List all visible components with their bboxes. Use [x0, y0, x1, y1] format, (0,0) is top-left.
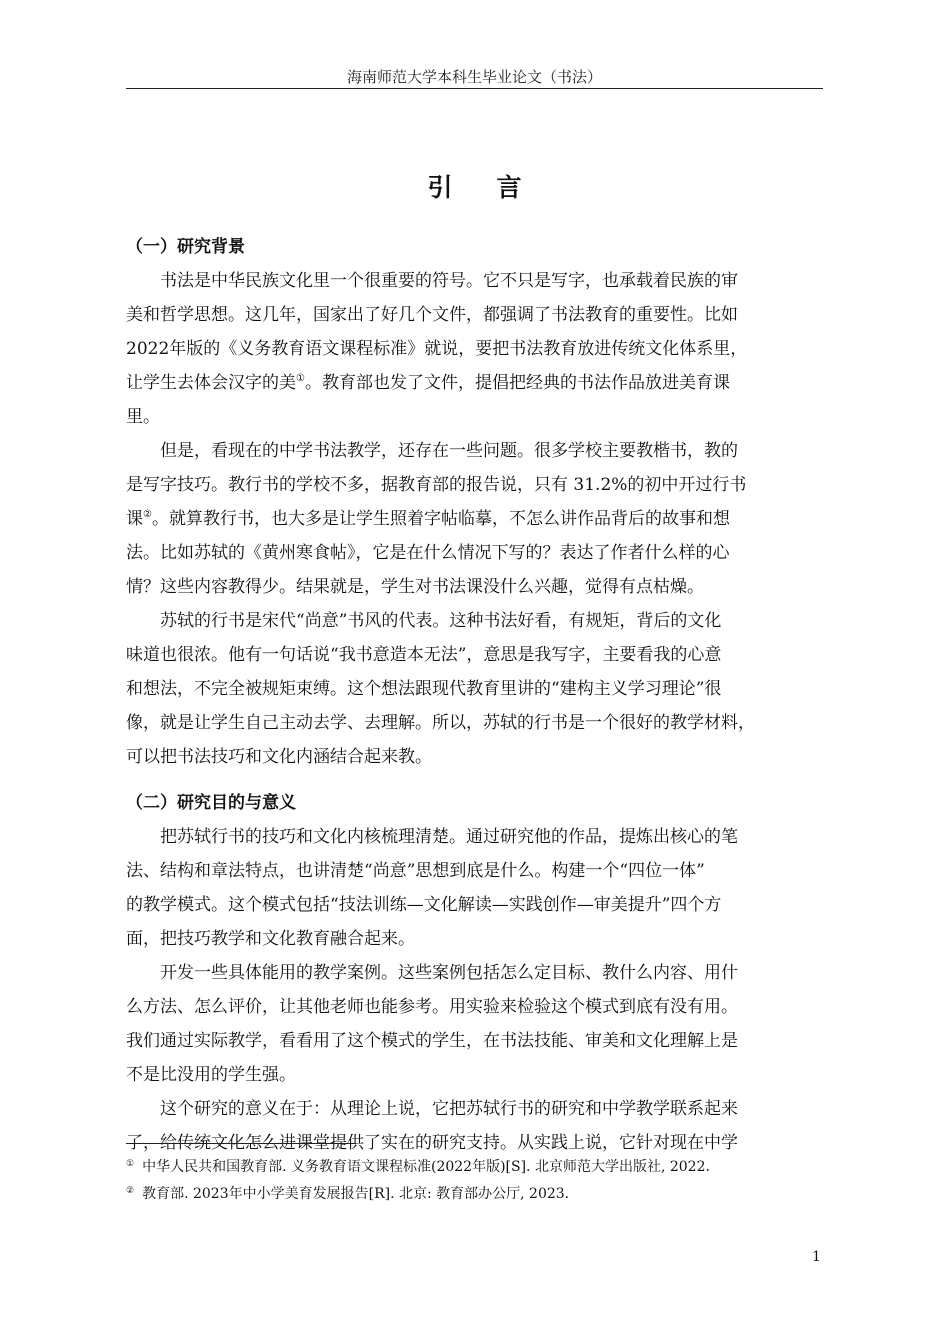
footnote-ref[interactable]: ①	[296, 373, 305, 384]
section-heading-purpose: （二）研究目的与意义	[126, 793, 296, 813]
running-header: 海南师范大学本科生毕业论文（书法）	[346, 68, 602, 86]
footnote-mark: ②	[126, 1186, 135, 1196]
paragraph: 把苏轼行书的技巧和文化内核梳理清楚。通过研究他的作品，提炼出核心的笔 法、结构和章法特点，也讲清楚“尚意”思想到底是什么。构建一个“四位一体” 的教学模式。这个模式包括“技法训练—文化解读—实践创作—审美提升”四个方 面，把技巧教学和文化教育融合起来。	[126, 827, 738, 949]
paragraph: 这个研究的意义在于：从理论上说，它把苏轼行书的研究和中学教学联系起来 了，给传统文化怎么进课堂提供了实在的研究支持。从实践上说，它针对现在中学	[126, 1099, 738, 1153]
footnote-separator	[126, 1143, 356, 1144]
header-rule	[126, 88, 823, 89]
section-heading-background: （一）研究背景	[126, 237, 245, 257]
footnote-ref[interactable]: ②	[143, 509, 152, 520]
footnotes	[126, 1152, 826, 1206]
footnote-mark: ①	[126, 1159, 135, 1169]
paragraph: 书法是中华民族文化里一个很重要的符号。它不只是写字，也承载着民族的审 美和哲学思想。这几年，国家出了好几个文件，都强调了书法教育的重要性。比如 2022年版的《义务教育语文课程标准》就说，要把书法教育放进传统文化体系里， 让学生去体会汉字的美①。教育部也发了文件，提倡把经典的书法作品放进美育课 里。	[126, 271, 748, 427]
page-number: 1	[812, 1249, 821, 1265]
paragraph: 开发一些具体能用的教学案例。这些案例包括怎么定目标、教什么内容、用什 么方法、怎么评价，让其他老师也能参考。用实验来检验这个模式到底有没有用。 我们通过实际教学，看看用了这个模式的学生，在书法技能、审美和文化理解上是 不是比没用的学生强。	[126, 963, 738, 1085]
main-content	[126, 230, 826, 1160]
section-gap	[126, 774, 826, 786]
paragraph: 但是，看现在的中学书法教学，还存在一些问题。很多学校主要教楷书，教的 是写字技巧。教行书的学校不多，据教育部的报告说，只有 31.2%的初中开过行书 课②。就算教行书，也大多是让学生照着字帖临摹，不怎么讲作品背后的故事和想 法。比如苏轼的《黄州寒食帖》，它是在什么情况下写的？表达了作者什么样的心 情？这些内容教得少。结果就是，学生对书法课没什么兴趣，觉得有点枯燥。	[126, 441, 747, 597]
footnote-1: ① 中华人民共和国教育部. 义务教育语文课程标准(2022年版)[S]. 北京师范大学出版社, 2022.	[126, 1159, 710, 1175]
chapter-title: 引言	[427, 173, 566, 202]
paragraph: 苏轼的行书是宋代“尚意”书风的代表。这种书法好看，有规矩，背后的文化 味道也很浓。他有一句话说“我书意造本无法”，意思是我写字，主要看我的心意 和想法，不完全被规矩束缚。这个想法跟现代教育里讲的“建构主义学习理论”很 像，就是让学生自己主动去学、去理解。所以，苏轼的行书是一个很好的教学材料， 可以把书法技巧和文化内涵结合起来教。	[126, 611, 755, 767]
footnote-2: ② 教育部. 2023年中小学美育发展报告[R]. 北京: 教育部办公厅, 2023.	[126, 1186, 570, 1202]
